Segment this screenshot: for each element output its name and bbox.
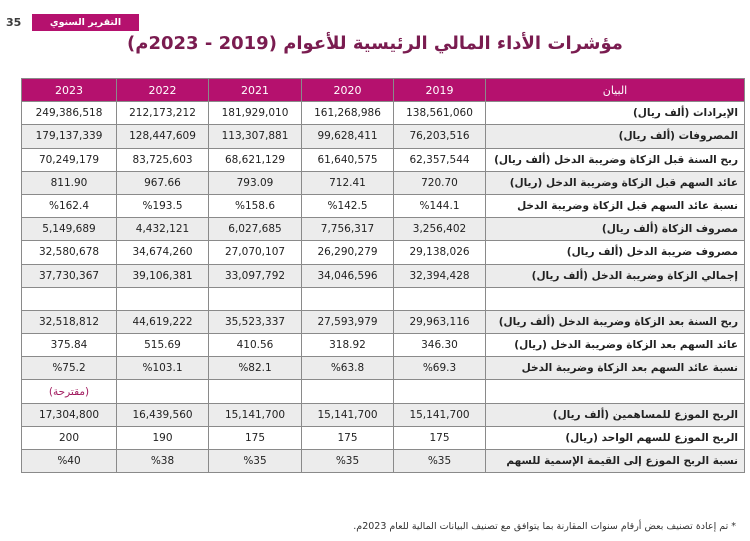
table-cell: %69.3 [394, 357, 486, 380]
table-cell: 32,518,812 [22, 310, 117, 333]
table-cell: 62,357,544 [394, 148, 486, 171]
table-cell: 27,070,107 [209, 241, 302, 264]
row-label: الإيرادات (ألف ريال) [486, 102, 745, 125]
table-cell: %193.5 [117, 194, 209, 217]
row-label: نسبة عائد السهم قبل الزكاة وضريبة الدخل [486, 194, 745, 217]
table-cell: %40 [22, 450, 117, 473]
kpi-table-container [21, 78, 744, 473]
table-row [22, 218, 745, 241]
row-label: إجمالي الزكاة وضريبة الدخل (ألف ريال) [486, 264, 745, 287]
label-column-header: البيان [486, 79, 745, 102]
table-cell: 375.84 [22, 334, 117, 357]
report-label-badge: التقرير السنوي 2023م [32, 14, 139, 31]
table-cell [394, 380, 486, 403]
table-cell: 34,046,596 [302, 264, 394, 287]
table-cell: 29,138,026 [394, 241, 486, 264]
table-cell [117, 287, 209, 310]
table-row [22, 403, 745, 426]
table-cell: 200 [22, 426, 117, 449]
table-row [22, 102, 745, 125]
table-cell: 410.56 [209, 334, 302, 357]
table-row [22, 264, 745, 287]
table-cell: 249,386,518 [22, 102, 117, 125]
page-title: مؤشرات الأداء المالي الرئيسية للأعوام (2019 - 2023م) [127, 33, 623, 54]
table-cell: 6,027,685 [209, 218, 302, 241]
table-cell: 128,447,609 [117, 125, 209, 148]
row-label: نسبة عائد السهم بعد الزكاة وضريبة الدخل [486, 357, 745, 380]
table-row [22, 194, 745, 217]
table-cell: 175 [209, 426, 302, 449]
row-label: المصروفات (ألف ريال) [486, 125, 745, 148]
table-cell: 190 [117, 426, 209, 449]
table-cell: 70,249,179 [22, 148, 117, 171]
table-cell: 346.30 [394, 334, 486, 357]
table-cell: 17,304,800 [22, 403, 117, 426]
table-cell: %158.6 [209, 194, 302, 217]
year-header: 2019 [394, 79, 486, 102]
table-header-row [22, 79, 745, 102]
table-cell: 967.66 [117, 171, 209, 194]
table-row [22, 426, 745, 449]
table-cell: %103.1 [117, 357, 209, 380]
row-label: نسبة الربح الموزع إلى القيمة الإسمية للسهم [486, 450, 745, 473]
table-cell: 26,290,279 [302, 241, 394, 264]
row-label [486, 287, 745, 310]
table-cell [117, 380, 209, 403]
table-cell: 720.70 [394, 171, 486, 194]
page-number: 35 [6, 16, 22, 29]
table-body [22, 102, 745, 473]
table-cell: 4,432,121 [117, 218, 209, 241]
table-cell: 76,203,516 [394, 125, 486, 148]
table-cell: 811.90 [22, 171, 117, 194]
row-label: مصروف الزكاة (ألف ريال) [486, 218, 745, 241]
table-cell: 712.41 [302, 171, 394, 194]
table-cell: 175 [394, 426, 486, 449]
table-cell: 15,141,700 [302, 403, 394, 426]
table-cell: 15,141,700 [209, 403, 302, 426]
table-cell [394, 287, 486, 310]
year-header: 2022 [117, 79, 209, 102]
table-cell: %38 [117, 450, 209, 473]
table-row [22, 125, 745, 148]
table-cell: %35 [394, 450, 486, 473]
table-cell: %35 [302, 450, 394, 473]
year-header: 2021 [209, 79, 302, 102]
table-row [22, 450, 745, 473]
row-label [486, 380, 745, 403]
row-label: عائد السهم بعد الزكاة وضريبة الدخل (ريال) [486, 334, 745, 357]
table-cell: 83,725,603 [117, 148, 209, 171]
table-cell: %82.1 [209, 357, 302, 380]
table-cell: 15,141,700 [394, 403, 486, 426]
table-cell: 212,173,212 [117, 102, 209, 125]
table-row [22, 310, 745, 333]
table-cell: 99,628,411 [302, 125, 394, 148]
table-cell: 27,593,979 [302, 310, 394, 333]
row-label: ربح السنة قبل الزكاة وضريبة الدخل (ألف ريال) [486, 148, 745, 171]
year-header: 2020 [302, 79, 394, 102]
table-cell: %75.2 [22, 357, 117, 380]
table-cell: 68,621,129 [209, 148, 302, 171]
row-label: ربح السنة بعد الزكاة وضريبة الدخل (ألف ريال) [486, 310, 745, 333]
table-row [22, 334, 745, 357]
table-cell: 113,307,881 [209, 125, 302, 148]
table-cell: 3,256,402 [394, 218, 486, 241]
year-header: 2023 [22, 79, 117, 102]
table-cell [209, 287, 302, 310]
table-cell: 161,268,986 [302, 102, 394, 125]
table-cell: 61,640,575 [302, 148, 394, 171]
table-cell: 37,730,367 [22, 264, 117, 287]
table-cell: 16,439,560 [117, 403, 209, 426]
table-cell [302, 380, 394, 403]
table-cell: %35 [209, 450, 302, 473]
table-row [22, 357, 745, 380]
table-cell: 515.69 [117, 334, 209, 357]
table-cell: 793.09 [209, 171, 302, 194]
table-cell: %144.1 [394, 194, 486, 217]
table-row [22, 148, 745, 171]
row-label: مصروف ضريبة الدخل (ألف ريال) [486, 241, 745, 264]
table-cell: 175 [302, 426, 394, 449]
table-cell: (مقترحة) [22, 380, 117, 403]
table-cell: 35,523,337 [209, 310, 302, 333]
table-cell: 44,619,222 [117, 310, 209, 333]
kpi-table [21, 78, 745, 473]
table-cell: 318.92 [302, 334, 394, 357]
table-row [22, 380, 745, 403]
table-cell: 138,561,060 [394, 102, 486, 125]
table-row [22, 171, 745, 194]
table-cell: 32,394,428 [394, 264, 486, 287]
table-row [22, 241, 745, 264]
table-cell: 29,963,116 [394, 310, 486, 333]
table-cell: 34,674,260 [117, 241, 209, 264]
table-cell: 33,097,792 [209, 264, 302, 287]
table-cell [209, 380, 302, 403]
row-label: الربح الموزع للمساهمين (ألف ريال) [486, 403, 745, 426]
table-cell: 32,580,678 [22, 241, 117, 264]
row-label: عائد السهم قبل الزكاة وضريبة الدخل (ريال) [486, 171, 745, 194]
table-cell: 179,137,339 [22, 125, 117, 148]
table-cell: 181,929,010 [209, 102, 302, 125]
row-label: الربح الموزع للسهم الواحد (ريال) [486, 426, 745, 449]
footnote: * تم إعادة تصنيف بعض أرقام سنوات المقارنة بما يتوافق مع تصنيف البيانات المالية للعام 2023م. [353, 521, 736, 532]
table-cell: 5,149,689 [22, 218, 117, 241]
table-cell: 7,756,317 [302, 218, 394, 241]
table-cell: 39,106,381 [117, 264, 209, 287]
table-cell: %162.4 [22, 194, 117, 217]
table-cell: %63.8 [302, 357, 394, 380]
table-cell [302, 287, 394, 310]
table-row [22, 287, 745, 310]
table-cell: %142.5 [302, 194, 394, 217]
table-cell [22, 287, 117, 310]
